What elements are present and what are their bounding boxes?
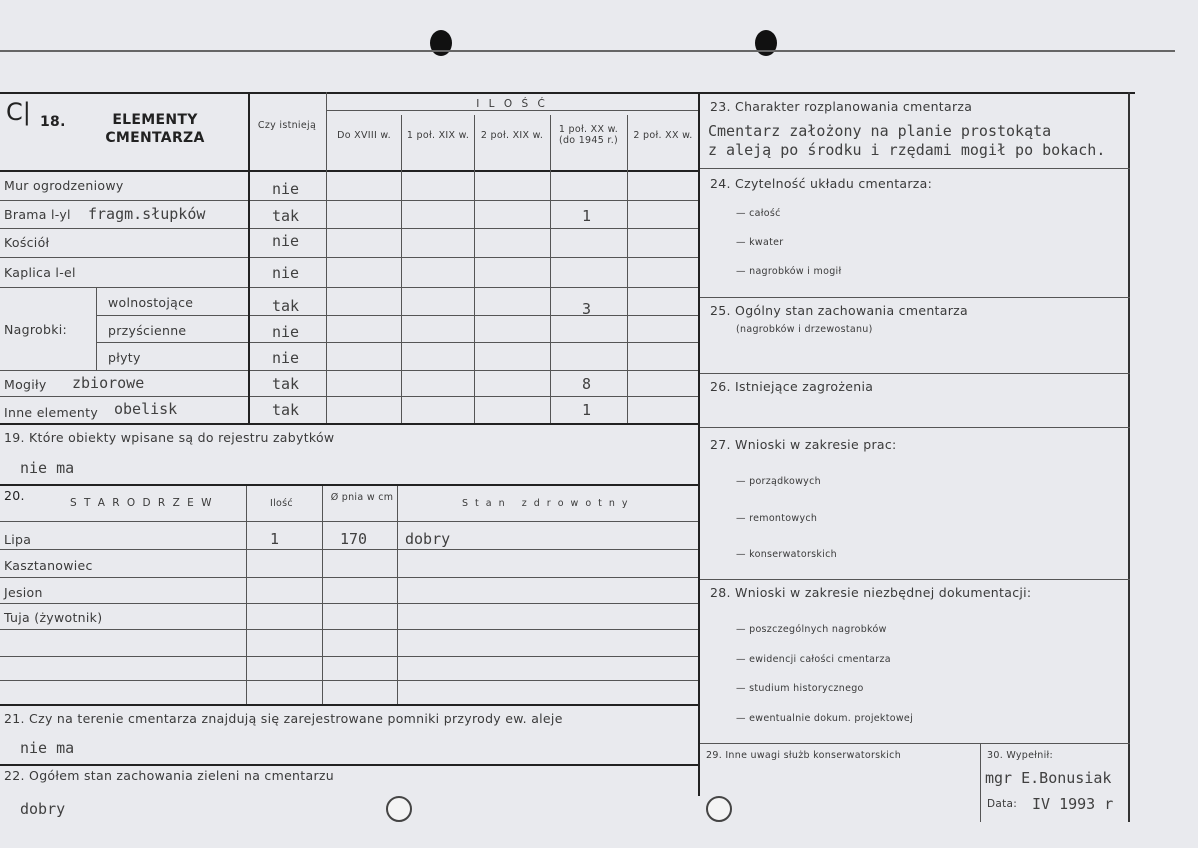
s20-bottom-rule	[0, 704, 698, 706]
s26-rule	[700, 427, 1130, 428]
row-exists: nie	[272, 232, 300, 250]
s20-row-rule	[0, 603, 698, 604]
s28-item: — studium historycznego	[736, 683, 864, 694]
row-label: Kościół	[4, 235, 50, 250]
tree-name: Kasztanowiec	[4, 558, 93, 573]
tree-diameter: 170	[340, 530, 368, 548]
center-divider	[698, 92, 700, 796]
col-rule	[401, 115, 402, 423]
s22-value: dobry	[20, 800, 66, 818]
s18-title-line1: ELEMENTY	[112, 112, 198, 128]
s23-label: 23. Charakter rozplanowania cmentarza	[710, 99, 973, 114]
s27-label: 27. Wnioski w zakresie prac:	[710, 437, 897, 452]
s20-row-rule	[0, 629, 698, 630]
row-rule	[0, 228, 698, 229]
row-rule	[0, 287, 698, 288]
s22-label: 22. Ogółem stan zachowania zieleni na cmentarzu	[4, 768, 334, 783]
s24-item: — kwater	[736, 237, 784, 248]
row-rule	[0, 396, 698, 397]
row-label: przyścienne	[108, 323, 187, 338]
s23-value-line1: Cmentarz założony na planie prostokąta	[708, 122, 1052, 140]
ilosc-header: I L O Ś Ć	[476, 98, 548, 110]
period-col-4: 1 poł. XX w. (do 1945 r.)	[558, 124, 619, 146]
s27-item: — remontowych	[736, 513, 818, 524]
tree-count: 1	[270, 530, 280, 548]
row-exists: nie	[272, 323, 300, 341]
s28-item: — ewentualnie dokum. projektowej	[736, 713, 914, 724]
period-col-5: 2 poł. XX w.	[633, 130, 693, 141]
s20-col-rule	[322, 486, 323, 704]
s19-label: 19. Które obiekty wpisane są do rejestru zabytków	[4, 430, 335, 445]
tree-name: Lipa	[4, 532, 32, 547]
s25-sub: (nagrobków i drzewostanu)	[736, 324, 873, 335]
s24-item: — nagrobków i mogił	[736, 266, 842, 277]
s21-label: 21. Czy na terenie cmentarza znajdują się zarejestrowane pomniki przyrody ew. aleje	[4, 711, 563, 726]
s28-rule	[700, 743, 1130, 744]
punch-ring-left	[386, 796, 412, 822]
row-count: 3	[582, 300, 592, 318]
s24-item: — całość	[736, 208, 781, 219]
s21-value: nie ma	[20, 739, 75, 757]
nagrobki-rule	[96, 288, 97, 370]
s27-rule	[700, 579, 1130, 580]
period-col-1: Do XVIII w.	[337, 130, 391, 141]
col-rule	[627, 115, 628, 423]
s23-value-line2: z aleją po środku i rzędami mogił po bokach.	[708, 141, 1106, 159]
s25-rule	[700, 373, 1130, 374]
punch-hole-right	[755, 30, 777, 56]
s19-value: nie ma	[20, 459, 75, 477]
tree-state: dobry	[405, 530, 451, 548]
row-rule	[0, 370, 698, 371]
s18-header-rule	[0, 170, 698, 172]
s21-bottom-rule	[0, 764, 698, 766]
s20-row-rule	[0, 656, 698, 657]
s20-row-rule	[0, 577, 698, 578]
row-label: Mur ogrodzeniowy	[4, 178, 124, 193]
s18-title-line2: CMENTARZA	[105, 130, 205, 146]
punch-hole-left	[430, 30, 452, 56]
row-label: Brama l-yl	[4, 207, 71, 222]
s18-bottom-rule	[0, 423, 698, 425]
row-exists: tak	[272, 207, 300, 225]
row-rule	[96, 342, 698, 343]
row-rule	[96, 315, 698, 316]
row-rule	[0, 200, 698, 201]
row-note: obelisk	[114, 400, 178, 418]
s20-diam-header: Ø pnia w cm	[330, 492, 394, 503]
top-rule	[0, 50, 1175, 52]
col-rule	[474, 115, 475, 423]
s20-row-rule	[0, 549, 698, 550]
corner-mark: C|	[6, 98, 31, 126]
row-count: 8	[582, 375, 592, 393]
right-frame	[1128, 92, 1130, 822]
ilosc-rule	[326, 110, 698, 111]
col-rule-exists	[248, 92, 250, 423]
row-exists: tak	[272, 401, 300, 419]
row-rule	[0, 257, 698, 258]
s20-row-rule	[0, 680, 698, 681]
row-note: zbiorowe	[72, 374, 145, 392]
row-label: wolnostojące	[108, 295, 194, 310]
s28-item: — ewidencji całości cmentarza	[736, 654, 891, 665]
nagrobki-label: Nagrobki:	[4, 322, 68, 337]
s20-col-rule	[246, 486, 247, 704]
row-label: Inne elementy	[4, 405, 99, 420]
exists-header: Czy istnieją	[257, 120, 317, 131]
row-label: płyty	[108, 350, 141, 365]
s29-label: 29. Inne uwagi służb konserwatorskich	[706, 750, 902, 761]
s30-date-label: Data:	[987, 798, 1018, 810]
s30-name: mgr E.Bonusiak	[985, 769, 1112, 787]
s24-label: 24. Czytelność układu cmentarza:	[710, 176, 933, 191]
row-exists: nie	[272, 349, 300, 367]
s20-state-header: S t a n z d r o w o t n y	[462, 498, 630, 509]
s27-item: — porządkowych	[736, 476, 821, 487]
s20-col-rule	[397, 486, 398, 704]
s20-count-header: Ilość	[270, 498, 293, 509]
s24-rule	[700, 297, 1130, 298]
s28-label: 28. Wnioski w zakresie niezbędnej dokumentacji:	[710, 585, 1032, 600]
punch-ring-right	[706, 796, 732, 822]
row-label: Kaplica l-el	[4, 265, 76, 280]
row-exists: nie	[272, 180, 300, 198]
s20-header: S T A R O D R Z E W	[70, 497, 214, 509]
frame-top	[0, 92, 1135, 94]
tree-name: Tuja (żywotnik)	[4, 610, 103, 625]
s28-item: — poszczególnych nagrobków	[736, 624, 887, 635]
tree-name: Jesion	[4, 585, 43, 600]
row-exists: tak	[272, 375, 300, 393]
s27-item: — konserwatorskich	[736, 549, 837, 560]
s18-number: 18.	[40, 114, 66, 130]
col-rule	[326, 92, 327, 423]
period-col-3: 2 poł. XIX w.	[480, 130, 544, 141]
row-count: 1	[582, 401, 592, 419]
row-exists: tak	[272, 297, 300, 315]
row-exists: nie	[272, 264, 300, 282]
s20-number: 20.	[4, 488, 25, 503]
s25-label: 25. Ogólny stan zachowania cmentarza	[710, 303, 968, 318]
row-label: Mogiły	[4, 377, 47, 392]
s19-bottom-rule	[0, 484, 698, 486]
col-rule	[550, 115, 551, 423]
s20-row-rule	[0, 521, 698, 522]
s30-divider	[980, 743, 981, 822]
s30-date-value: IV 1993 r	[1032, 795, 1114, 813]
row-note: fragm.słupków	[88, 205, 206, 223]
s26-label: 26. Istniejące zagrożenia	[710, 379, 874, 394]
period-col-2: 1 poł. XIX w.	[406, 130, 470, 141]
row-count: 1	[582, 207, 592, 225]
s23-rule	[700, 168, 1130, 169]
s30-label: 30. Wypełnił:	[987, 750, 1054, 761]
